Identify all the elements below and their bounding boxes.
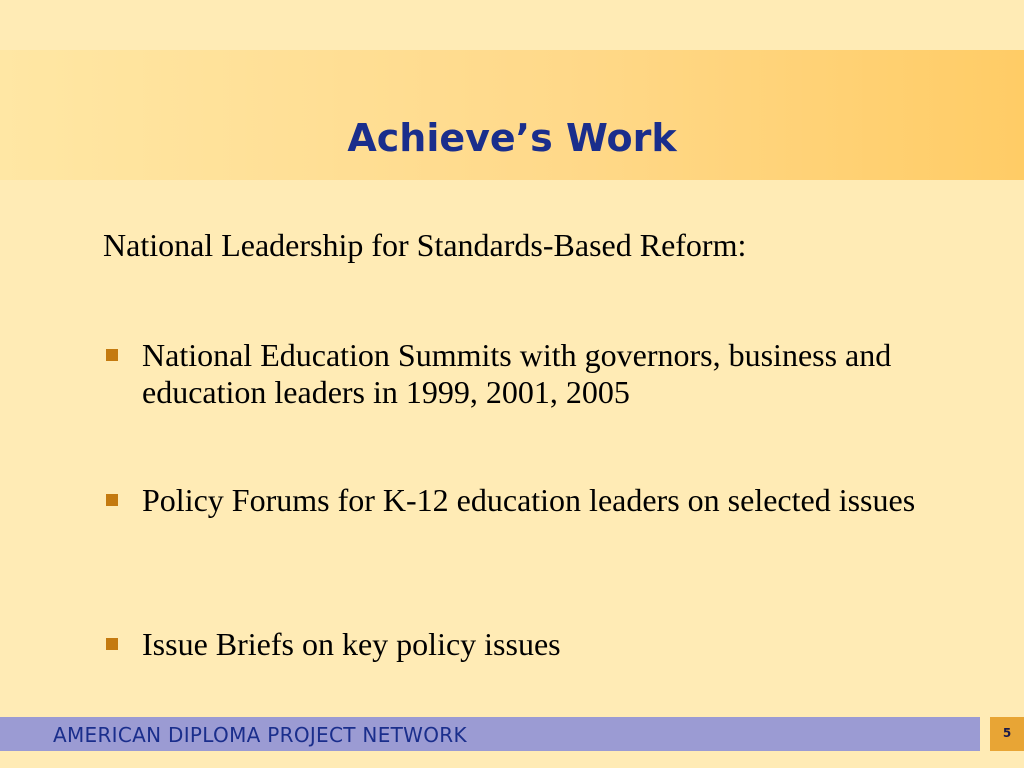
slide-intro: National Leadership for Standards-Based Reform: [103, 227, 747, 263]
page-number: 5 [1002, 726, 1012, 740]
square-bullet-icon [106, 638, 118, 650]
square-bullet-icon [106, 494, 118, 506]
bullet-text: Issue Briefs on key policy issues [142, 626, 561, 662]
slide-title: Achieve’s Work [347, 116, 677, 160]
bullet-text: Policy Forums for K-12 education leaders on selected issues [142, 482, 916, 518]
bullet-text: National Education Summits with governors, business and education leaders in 1999, 2001, 2005 [142, 337, 892, 410]
footer-label: AMERICAN DIPLOMA PROJECT NETWORK [53, 723, 467, 747]
square-bullet-icon [106, 349, 118, 361]
